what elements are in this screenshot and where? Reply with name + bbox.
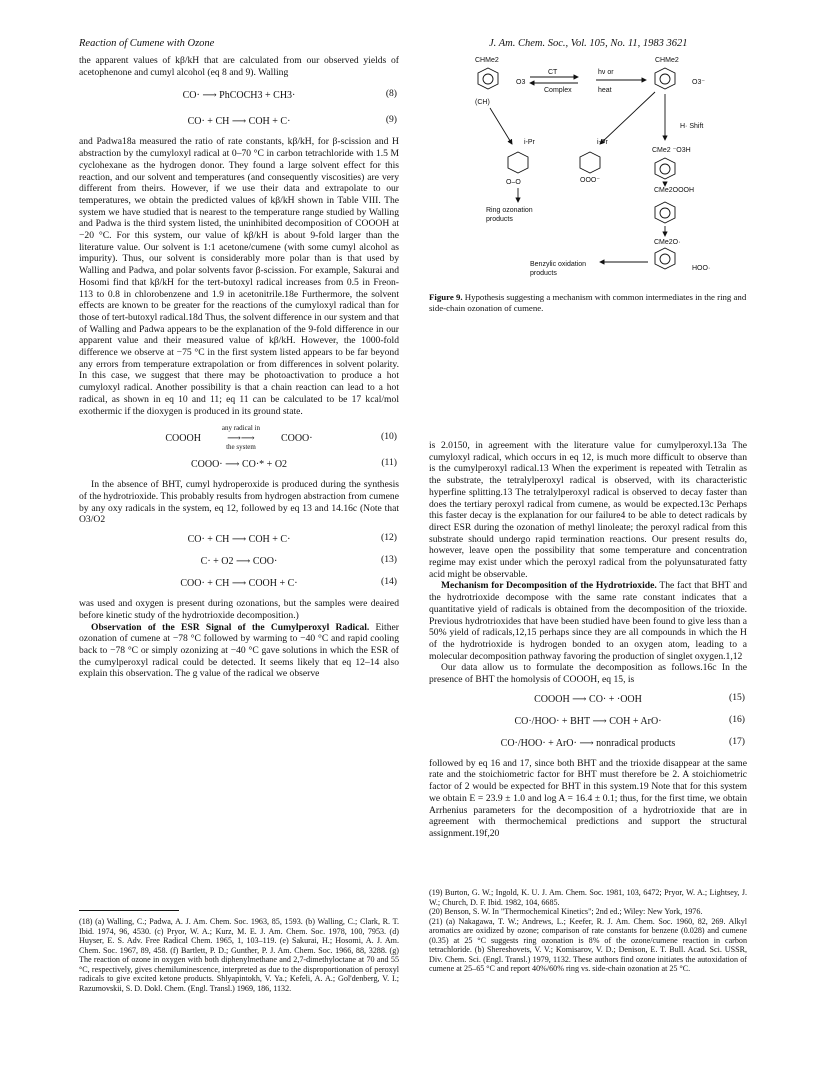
arrow-to-ring-3: [490, 108, 512, 144]
section-paragraph: [429, 580, 747, 662]
equation-14: [79, 576, 399, 592]
label-heat: heat: [598, 87, 612, 94]
paragraph: is 2.0150, in agreement with the literature value for cumylperoxyl.13a The cumyloxyl radical, which occurs in eq 12, is much more difficult to observe than is the cumylperoxyl radical.13 When the experiment is repeated with Tetralin as the substrate, the tetralylperoxyl radical is observed, with its characteristic hyperfine splitting.13 The tetralylperoxyl radical is observed to decay faster than does the tertiary peroxyl radical from cumene, as would be expected.13c Perhaps this faster decay is the explanation for our failure4 to be able to detect radicals by direct ESR during the ozonation of methyl linoleate; the peroxyl radical from this substrate should undergo rapid termination reactions. Our present results do, however, leave open the possibility that some temperature and concentration regime may exist under which the peroxyl radical from the polyunsaturated fatty acid might be observable.: [429, 440, 747, 580]
paragraph: was used and oxygen is present during ozonations, but the samples were deaired before kinetic study of the hydrotrioxide decomposition.): [79, 598, 399, 621]
paragraph-text: The fact that BHT and the hydrotrioxide decompose with the same rate constant indicates that a quantitative yield of radicals is obtained from the decomposition of the trioxide. Previous hydrotrioxides that have been studied have been found to give less than a 50% yield of radicals,12,15 perhaps since they are all compounds in which the H of the hydrotrioxide is hydrogen bonded to an oxygen atom, leading to a molecular decomposition pathway favoring the production of singlet oxygen.1,12: [429, 580, 747, 662]
mechanism-diagram: [470, 52, 730, 284]
section-heading: Mechanism for Decomposition of the Hydrotrioxide.: [441, 580, 657, 592]
benzene-ring-5: [655, 158, 675, 179]
equation-right: COOO·: [280, 433, 313, 445]
equation-9: [79, 114, 399, 130]
paragraph: the apparent values of kβ/kH that are calculated from our observed yields of acetophenone and cumyl alcohol (eq 8 and 9). Walling: [79, 55, 399, 78]
figure-label: Figure 9.: [429, 292, 463, 302]
benzene-ring-6: [655, 202, 675, 223]
equation-13: [79, 554, 399, 570]
label-ipr-2: i-Pr: [597, 139, 608, 146]
equation-11: [79, 457, 399, 473]
equation-text: COOO· ⟶ CO·* + O2: [190, 459, 288, 471]
benzene-ring-1-circle: [483, 74, 493, 84]
equation-text: CO· + CH ⟶ COH + C·: [187, 534, 291, 545]
equation-number: (10): [381, 431, 397, 443]
label-h-shift: H· Shift: [680, 123, 704, 130]
running-header-journal: J. Am. Chem. Soc., Vol. 105, No. 11, 1983 3621: [489, 38, 688, 49]
footnote-rule-left: [79, 910, 179, 911]
equation-17: [429, 736, 747, 752]
benzene-ring-2: [655, 68, 675, 89]
benzene-ring-7-circle: [660, 254, 670, 264]
reaction-arrow: [204, 424, 278, 452]
label-hv-or: hν or: [598, 69, 614, 76]
equation-text: CO· + CH ⟶ COH + C·: [187, 116, 291, 128]
equation-number: (15): [729, 691, 745, 703]
equation-number: (14): [381, 576, 397, 588]
right-column: [429, 440, 747, 840]
benzene-ring-5-circle: [660, 164, 670, 174]
paragraph: and Padwa18a measured the ratio of rate constants, kβ/kH, for β-scission and H abstraction by the cumyloxyl radical at 0–70 °C in carbon tetrachloride with 1.5 M cyclohexane as the hydrogen donor. They found a large solvent effect for this reaction, and our solvent and temperatures (and consequently viscosities) are very different from theirs. However, if we use their data and extrapolate to our temperatures, we obtain the predicted values of kβ/kH shown in Table VIII. The system we have studied that is nearest to the temperature range studied by Walling and Padwa is the third system listed, the uninhibited decomposition of COOOH at −20 °C. For this system, our value of kβ/kH is about 9-fold larger than the literature value. Our solvent is 1:1 acetone/cumene (with some cumyl alcohol as impurity). Thus, our solvent is considerably more polar than is that used by Walling and Padwa, and polar solvents favor β-scission. For example, Sakurai and Hosomi find that kβ/kH for the tert-butoxyl radical increases from 0.5 in Freon-113 to 0.8 in chlorobenzene and 1.9 in acetonitrile.18e Furthermore, the solvent effects are known to be greater for the reactions of the cumyloxyl radical than for those of tert-butoxyl radical.18d Thus, the solvent difference in our system and that of Walling and Padwa appears to be the explanation of the 9-fold difference in our apparent value and their measured value of kβ/kH. However, the 1000-fold difference we observe at −75 °C in the first system listed appears to be far beyond any errors from temperature extrapolation or from differences in solvent polarity. In this case, we suggest that there may be photoactivation to produce a hot cumyloxyl radical. Another possibility is that a chain reaction can lead to a hot radical, as shown in eq 10 and 11; eq 11 can be calculated to be 17 kcal/mol exothermic if the dioxygen is produced in its ground state.: [79, 136, 399, 417]
paragraph: In the absence of BHT, cumyl hydroperoxide is produced during the synthesis of the hydrotrioxide. This probably results from hydrogen abstraction from cumene by any oxy radicals in the system, eq 12, followed by eq 13 and 14.16c (Note that O3/O2: [79, 479, 399, 526]
equation-number: (8): [385, 88, 397, 100]
equation-10: [79, 424, 399, 452]
section-paragraph: [79, 622, 399, 681]
equation-text: CO·/HOO· + ArO· ⟶ nonradical products: [500, 737, 676, 749]
label-benz-2: products: [530, 270, 557, 277]
label-ring-1: Ring ozonation: [486, 207, 533, 214]
equation-text: COO· + CH ⟶ COOH + C·: [180, 578, 298, 589]
equation-number: (16): [729, 713, 745, 725]
figure-9-scheme: [470, 52, 730, 284]
left-column: [79, 55, 399, 680]
label-hoo: HOO·: [692, 265, 711, 272]
equation-number: (17): [729, 735, 745, 747]
equation-number: (13): [381, 554, 397, 566]
label-complex: Complex: [544, 87, 572, 94]
equation-text: COOOH ⟶ CO· + ·OOH: [534, 693, 642, 705]
label-cme2-o: CMe2O·: [654, 239, 681, 246]
footnotes-left: (18) (a) Walling, C.; Padwa, A. J. Am. Chem. Soc. 1963, 85, 1593. (b) Walling, C.; Clark, R. T. Ibid. 1974, 96, 4530. (c) Pryor, W. A.; Kurz, M. E. J. Am. Chem. Soc. 1978, 100, 7953. (d) Huyser, E. S. Adv. Free Radical Chem. 1965, 1, 103–119. (e) Sakurai, H.; Hosomi, A. J. Am. Chem. Soc. 1967, 89, 458. (f) Bartlett, P. D.; Gunther, P. J. Am. Chem. Soc. 1966, 88, 3288. (g) The reaction of ozone in oxygen with both diphenylmethane and 2,7-dimethyloctane at 70 and 55 °C, respectively, gives chemiluminescence, interpreted as due to the disproportionation of peroxyl radicals to give excited ketone products. Shlyapintokh, V. Ya.; Kefeli, A. A.; Gol'denberg, V. I.; Razumovskii, S. D. Dokl. Chem. (Engl. Transl.) 1969, 186, 1132.: [79, 917, 399, 993]
label-o3: O3: [516, 79, 526, 86]
running-header-title: Reaction of Cumene with Ozone: [79, 38, 215, 49]
equation-text: CO·/HOO· + BHT ⟶ COH + ArO·: [514, 715, 662, 727]
benzene-ring-4: [580, 152, 600, 173]
equation-number: (11): [381, 457, 397, 469]
benzene-ring-3: [508, 152, 528, 173]
benzene-ring-6-circle: [660, 208, 670, 218]
label-cme2-o3h: CMe2 ⁻O3H: [652, 147, 691, 154]
label-ch: (CH): [475, 99, 490, 106]
label-oo: O–O: [506, 179, 521, 186]
figure-caption: [429, 292, 747, 313]
benzene-ring-1: [478, 68, 498, 89]
arrow-label-below: the system: [226, 443, 256, 452]
footnote-19: (19) Burton, G. W.; Ingold, K. U. J. Am. Chem. Soc. 1981, 103, 6472; Pryor, W. A.; Lightsey, J. W.; Church, D. F. Ibid. 1982, 104, 6685.: [429, 888, 747, 907]
label-ooo-minus: OOO⁻: [580, 177, 601, 184]
footnote-20: (20) Benson, S. W. In "Thermochemical Kinetics"; 2nd ed.; Wiley: New York, 1976.: [429, 907, 703, 917]
arrow-to-ring-4: [600, 92, 655, 144]
figure-caption-text: Hypothesis suggesting a mechanism with common intermediates in the ring and side-chain ozonation of cumene.: [429, 292, 747, 313]
arrow-label-above: any radical in: [221, 424, 260, 433]
equation-left: COOOH: [165, 433, 201, 445]
paragraph: Our data allow us to formulate the decomposition as follows.16c In the presence of BHT the homolysis of COOOH, eq 15, is: [429, 662, 747, 686]
equation-15: [429, 692, 747, 708]
footnotes-right: [429, 888, 747, 974]
benzene-ring-2-circle: [660, 74, 670, 84]
equation-number: (12): [381, 532, 397, 544]
label-cme2-oooh: CMe2OOOH: [654, 187, 695, 194]
paragraph: followed by eq 16 and 17, since both BHT and the trioxide disappear at the same rate and the stoichiometric factor for BHT must therefore be 2. A stoichiometric factor of 2 would be expected for BHT in this system.19 Note that for this system we obtain E = 23.9 ± 1.0 and log A = 16.4 ± 0.1; thus, for the first time, we obtain Arrhenius parameters for the decomposition of a hydrotrioxide that are in agreement with thermochemical predictions and support the structural assignment.19f,20: [429, 757, 747, 839]
equation-text: C· + O2 ⟶ COO·: [200, 556, 278, 567]
paragraph-text: Either ozonation of cumene at −78 °C followed by warming to −40 °C and rapid cooling back to −78 °C or simply ozonizing at −40 °C gave solutions in which the ESR of the cumylperoxyl radical could be detected. It seems likely that eq 12–14 also explain this observation. The g value of the radical we observe: [79, 621, 399, 680]
benzene-ring-7: [655, 248, 675, 269]
section-heading: Observation of the ESR Signal of the Cumylperoxyl Radical.: [91, 621, 370, 633]
label-o3-minus: O3⁻: [692, 79, 706, 86]
arrow-glyph: ⟶⟶: [227, 433, 255, 445]
label-ct: CT: [548, 69, 558, 76]
label-ring-2: products: [486, 216, 513, 223]
equation-text: CO· ⟶ PhCOCH3 + CH3·: [182, 90, 296, 102]
equation-number: (9): [385, 114, 397, 126]
label-benz-1: Benzylic oxidation: [530, 261, 587, 268]
label-ipr-1: i-Pr: [524, 139, 535, 146]
label-chme2-b: CHMe2: [655, 57, 679, 64]
label-chme2-a: CHMe2: [475, 57, 499, 64]
equation-8: [79, 88, 399, 104]
equation-12: [79, 532, 399, 548]
equation-16: [429, 714, 747, 730]
footnote-21: (21) (a) Nakagawa, T. W.; Andrews, L.; Keefer, R. J. Am. Chem. Soc. 1960, 82, 269. Alkyl aromatics are oxidized by ozone; comparison of rate constants for benzene (0.028) and cumene (0.35) at 25 °C suggests ring ozonation is 8% of the ozone/cumene reaction in carbon tetrachloride. (b) Shereshovets, V. V.; Komisarov, V. D.; Denison, E. T. Bull. Acad. Sci. USSR, Div. Chem. Sci. (Engl. Transl.) 1979, 1132. These authors find ozone initiates the autoxidation of cumene at 25–65 °C and report 40%/60% ring vs. side-chain ozonation at 25 °C.: [429, 916, 747, 974]
